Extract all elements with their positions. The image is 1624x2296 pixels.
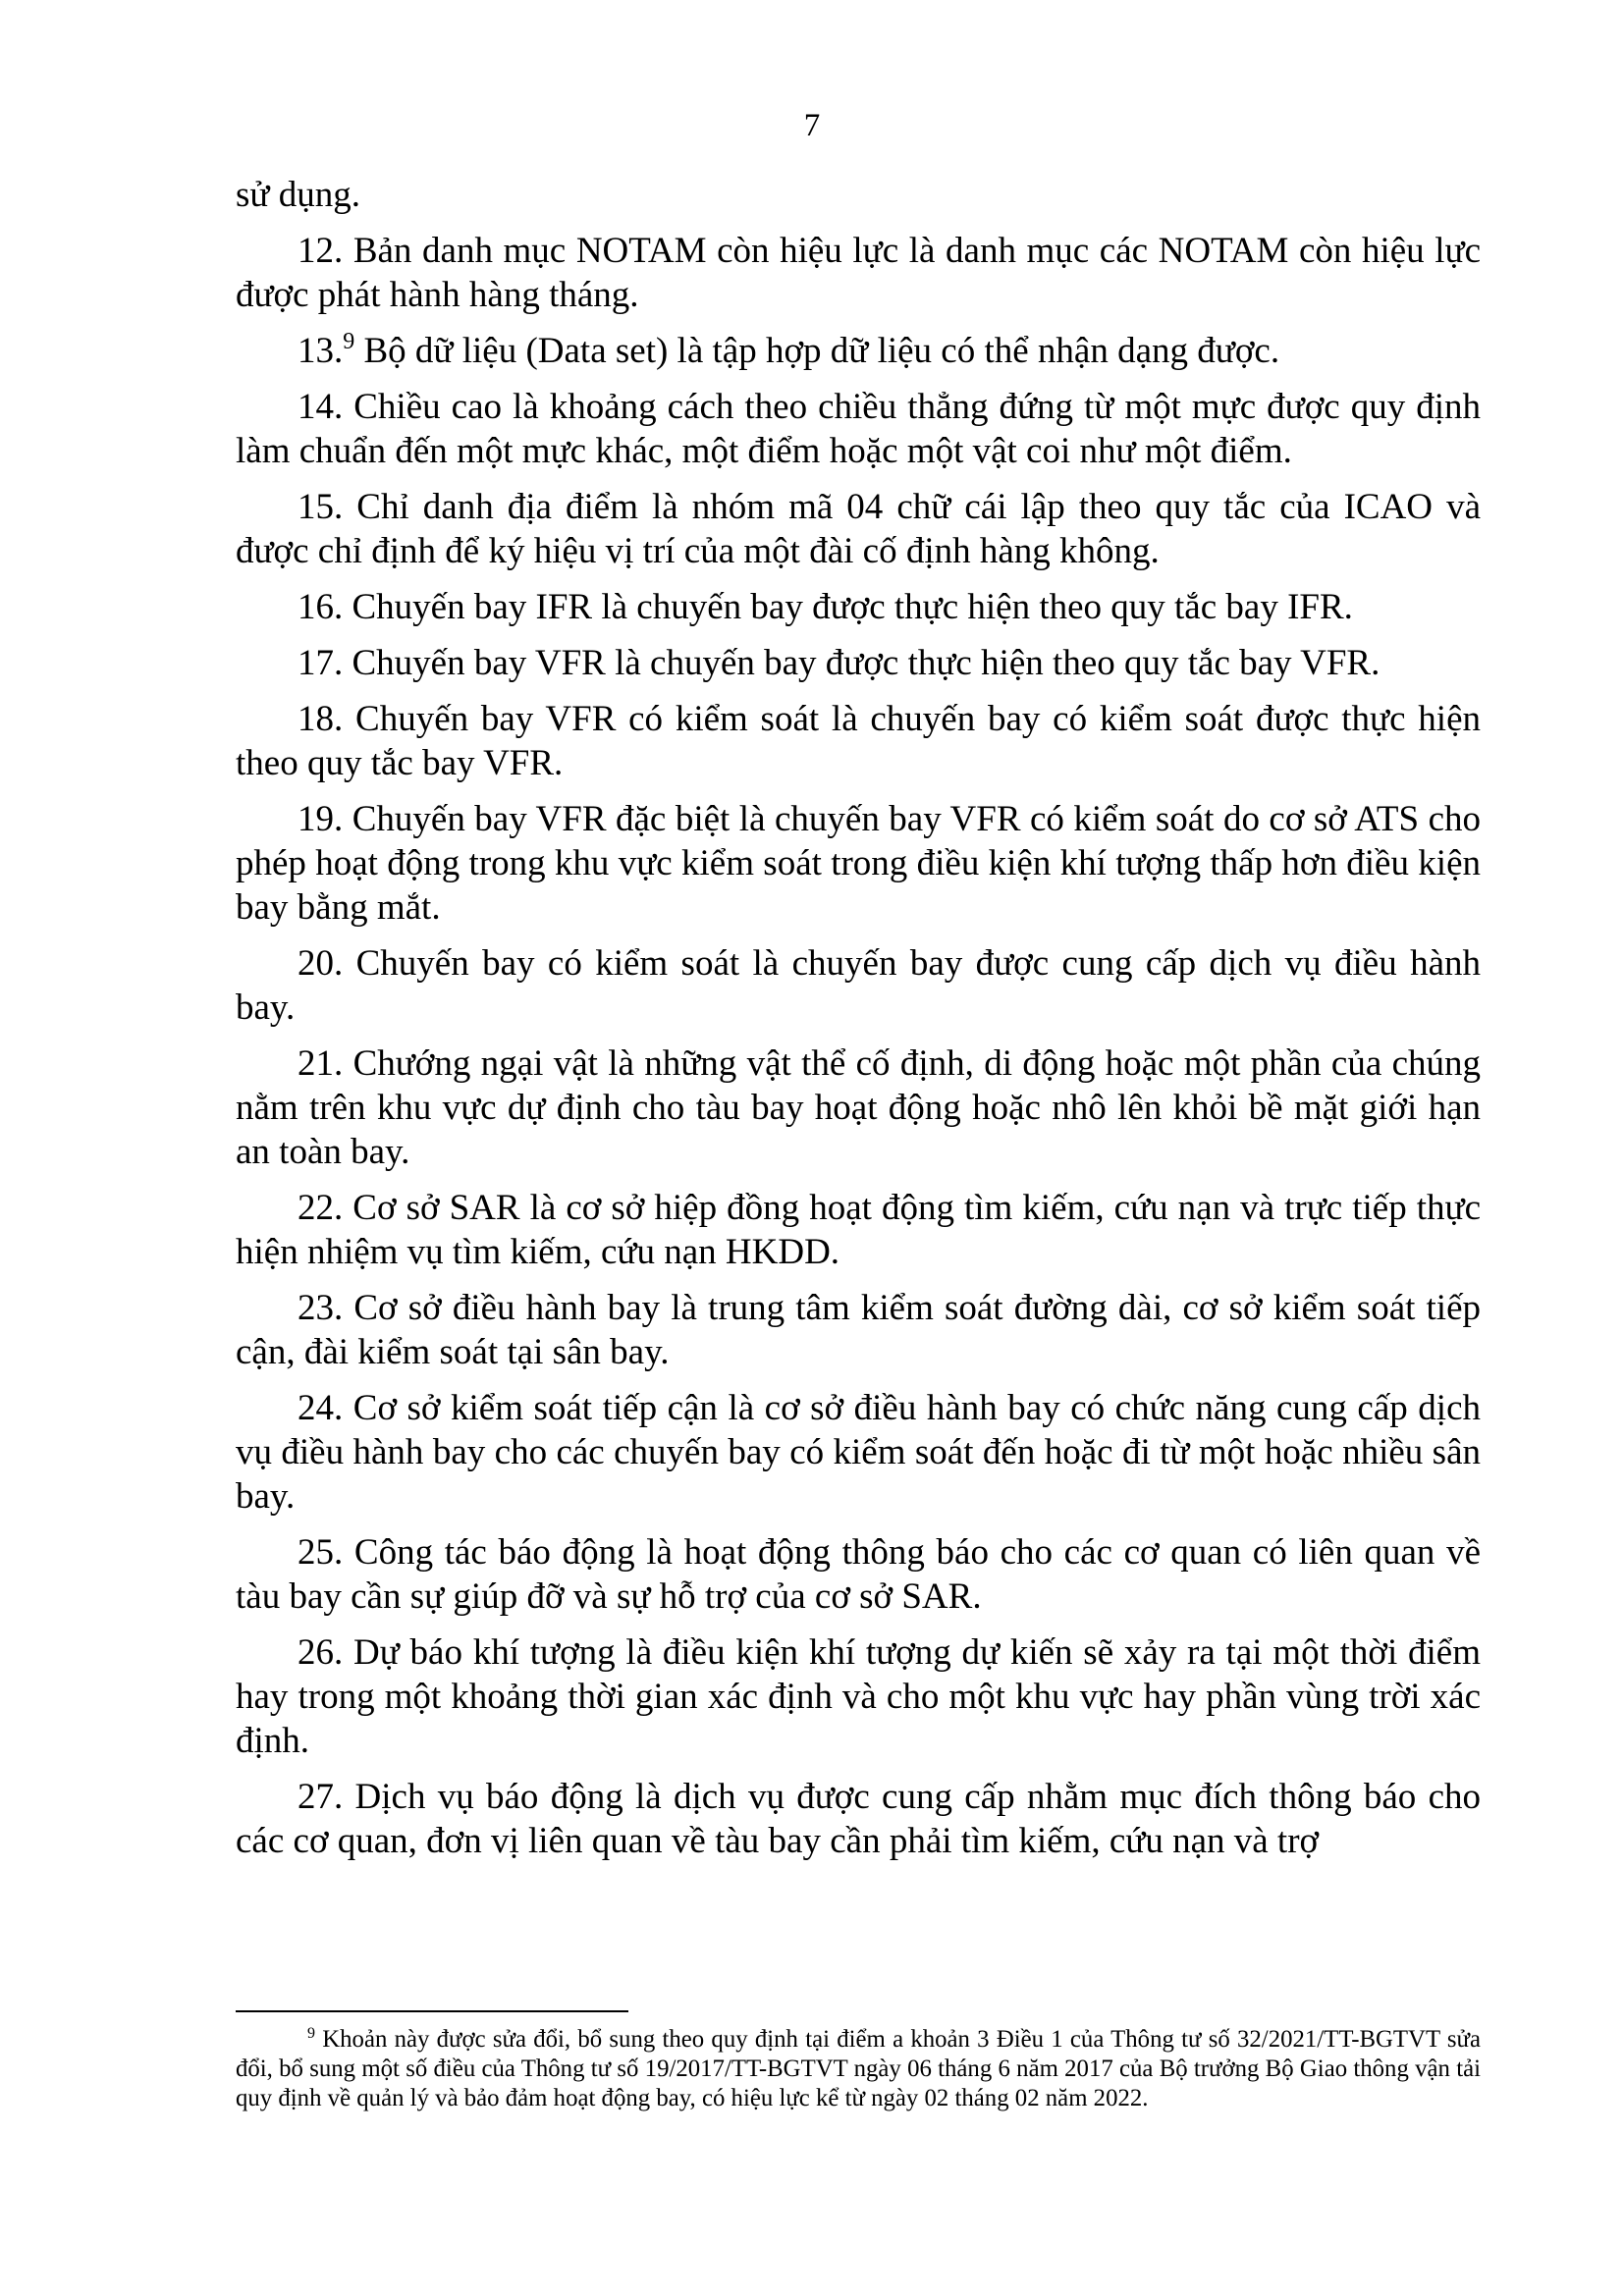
paragraph-26: 26. Dự báo khí tượng là điều kiện khí tượng dự kiến sẽ xảy ra tại một thời điểm hay trong một khoảng thời gian xác định và cho một khu vực hay phần vùng trời xác định.: [236, 1632, 1481, 1761]
paragraph-12: 12. Bản danh mục NOTAM còn hiệu lực là danh mục các NOTAM còn hiệu lực được phát hành hàng tháng.: [236, 231, 1481, 315]
footnote-reference-mark[interactable]: 9: [343, 329, 355, 354]
paragraph-24: 24. Cơ sở kiểm soát tiếp cận là cơ sở điều hành bay có chức năng cung cấp dịch vụ điều hành bay cho các chuyến bay có kiểm soát đến hoặc đi từ một hoặc nhiều sân bay.: [236, 1388, 1481, 1517]
paragraph-continuation: sử dụng.: [236, 175, 360, 215]
paragraph-15: 15. Chỉ danh địa điểm là nhóm mã 04 chữ cái lập theo quy tắc của ICAO và được chỉ định để ký hiệu vị trí của một đài cố định hàng không.: [236, 487, 1481, 571]
footnote-text: Khoản này được sửa đổi, bổ sung theo quy định tại điểm a khoản 3 Điều 1 của Thông tư số 32/2021/TT-BGTVT sửa đổi, bổ sung một số điều của Thông tư số 19/2017/TT-BGTVT ngày 06 tháng 6 năm 2017 của Bộ trưởng Bộ Giao thông vận tải quy định về quản lý và bảo đảm hoạt động bay, có hiệu lực kể từ ngày 02 tháng 02 năm 2022.: [236, 2026, 1481, 2111]
paragraph-25: 25. Công tác báo động là hoạt động thông báo cho các cơ quan có liên quan về tàu bay cần sự giúp đỡ và sự hỗ trợ của cơ sở SAR.: [236, 1532, 1481, 1617]
body-text: [236, 173, 1481, 1875]
paragraph-23: 23. Cơ sở điều hành bay là trung tâm kiểm soát đường dài, cơ sở kiểm soát tiếp cận, đài kiểm soát tại sân bay.: [236, 1288, 1481, 1372]
paragraph-13-number: 13.: [298, 331, 344, 371]
footnote-separator: [236, 2010, 628, 2012]
paragraph-19: 19. Chuyến bay VFR đặc biệt là chuyến bay VFR có kiểm soát do cơ sở ATS cho phép hoạt động trong khu vực kiểm soát trong điều kiện khí tượng thấp hơn điều kiện bay bằng mắt.: [236, 799, 1481, 928]
paragraph-21: 21. Chướng ngại vật là những vật thể cố định, di động hoặc một phần của chúng nằm trên khu vực dự định cho tàu bay hoạt động hoặc nhô lên khỏi bề mặt giới hạn an toàn bay.: [236, 1043, 1481, 1172]
footnote-mark: 9: [307, 2025, 315, 2042]
paragraph-16: 16. Chuyến bay IFR là chuyến bay được thực hiện theo quy tắc bay IFR.: [298, 587, 1353, 627]
paragraph-20: 20. Chuyến bay có kiểm soát là chuyến bay được cung cấp dịch vụ điều hành bay.: [236, 943, 1481, 1028]
paragraph-17: 17. Chuyến bay VFR là chuyến bay được thực hiện theo quy tắc bay VFR.: [298, 643, 1380, 683]
paragraph-13: [236, 329, 1481, 373]
page-number: 7: [803, 108, 821, 143]
paragraph-13-text: Bộ dữ liệu (Data set) là tập hợp dữ liệu có thể nhận dạng được.: [354, 331, 1280, 371]
paragraph-18: 18. Chuyến bay VFR có kiểm soát là chuyến bay có kiểm soát được thực hiện theo quy tắc bay VFR.: [236, 699, 1481, 783]
footnote: [236, 2025, 1481, 2113]
paragraph-14: 14. Chiều cao là khoảng cách theo chiều thẳng đứng từ một mực được quy định làm chuẩn đến một mực khác, một điểm hoặc một vật coi như một điểm.: [236, 387, 1481, 471]
paragraph-22: 22. Cơ sở SAR là cơ sở hiệp đồng hoạt động tìm kiếm, cứu nạn và trực tiếp thực hiện nhiệm vụ tìm kiếm, cứu nạn HKDD.: [236, 1188, 1481, 1272]
paragraph-27: 27. Dịch vụ báo động là dịch vụ được cung cấp nhằm mục đích thông báo cho các cơ quan, đơn vị liên quan về tàu bay cần phải tìm kiếm, cứu nạn và trợ: [236, 1777, 1481, 1861]
